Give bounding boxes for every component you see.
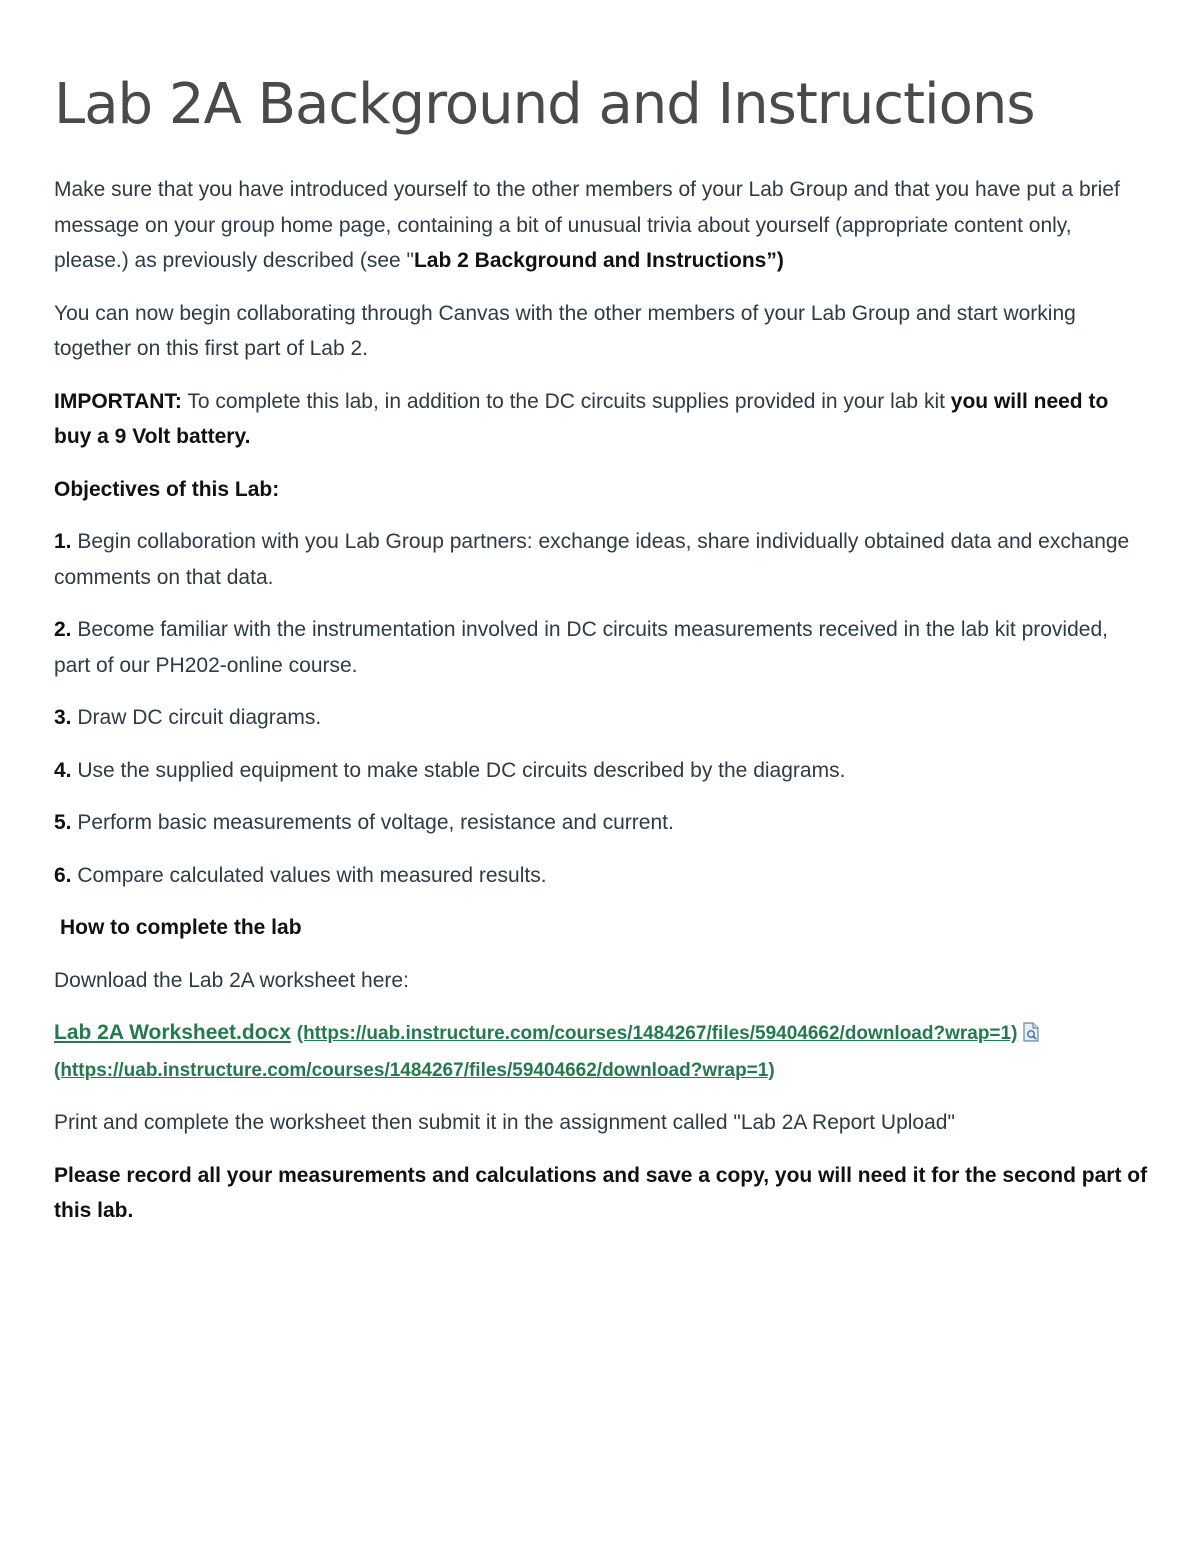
objective-number: 4. (54, 758, 72, 782)
objective-number: 3. (54, 706, 72, 729)
objective-item (54, 524, 1149, 595)
worksheet-url-link-2[interactable]: (https://uab.instructure.com/courses/1484267/files/59404662/download?wrap=1) (54, 1059, 775, 1081)
intro-reference: Lab 2 Background and Instructions”) (413, 249, 784, 272)
worksheet-file-link[interactable]: Lab 2A Worksheet.docx (54, 1021, 291, 1044)
objective-item (54, 753, 1149, 789)
objective-text: Compare calculated values with measured results. (71, 863, 547, 887)
worksheet-link-block (54, 1015, 1149, 1088)
intro-paragraph (54, 172, 1149, 279)
objective-text: Become familiar with the instrumentation involved in DC circuits measurements received in the lab kit provided, part of our PH202-online course. (54, 618, 1108, 677)
objective-text: Perform basic measurements of voltage, resistance and current. (71, 811, 674, 834)
page-title: Lab 2A Background and Instructions (54, 72, 1035, 137)
page-content (54, 70, 1149, 1246)
objective-number: 2. (54, 618, 72, 641)
objective-item (54, 805, 1149, 841)
submit-instruction: Print and complete the worksheet then submit it in the assignment called "Lab 2A Report Upload" (54, 1111, 955, 1134)
objective-item (54, 700, 1149, 736)
important-label: IMPORTANT: (54, 389, 182, 413)
objective-item (54, 612, 1149, 683)
important-battery-note: you will need to buy a 9 Volt battery. (54, 389, 1109, 448)
intro-text: Make sure that you have introduced yourself to the other members of your Lab Group and that you have put a brief message on your group home page, containing a bit of unusual trivia about yourself (appropriate content only, please.) as previously described (see " (54, 178, 1120, 272)
worksheet-url-link[interactable]: (https://uab.instructure.com/courses/1484267/files/59404662/download?wrap=1) (296, 1023, 1018, 1044)
record-note: Please record all your measurements and calculations and save a copy, you will need it for the second part of this lab. (54, 1163, 1148, 1222)
objective-text: Use the supplied equipment to make stable DC circuits described by the diagrams. (71, 758, 846, 782)
objective-item (54, 858, 1149, 894)
objective-number: 6. (54, 863, 72, 887)
objective-number: 1. (54, 530, 72, 553)
document-preview-icon[interactable] (1023, 1022, 1039, 1042)
important-text: To complete this lab, in addition to the DC circuits supplies provided in your lab kit (181, 389, 951, 413)
objective-text: Begin collaboration with you Lab Group partners: exchange ideas, share individually obtained data and exchange comments on that data. (54, 530, 1130, 589)
collaboration-paragraph: You can now begin collaborating through Canvas with the other members of your Lab Group and start working together on this first part of Lab 2. (54, 301, 1076, 360)
objective-number: 5. (54, 811, 72, 834)
objective-text: Draw DC circuit diagrams. (71, 706, 322, 729)
important-paragraph (54, 384, 1149, 455)
how-to-heading: How to complete the lab (60, 916, 302, 939)
objectives-heading: Objectives of this Lab: (54, 477, 280, 501)
download-instruction: Download the Lab 2A worksheet here: (54, 968, 409, 992)
